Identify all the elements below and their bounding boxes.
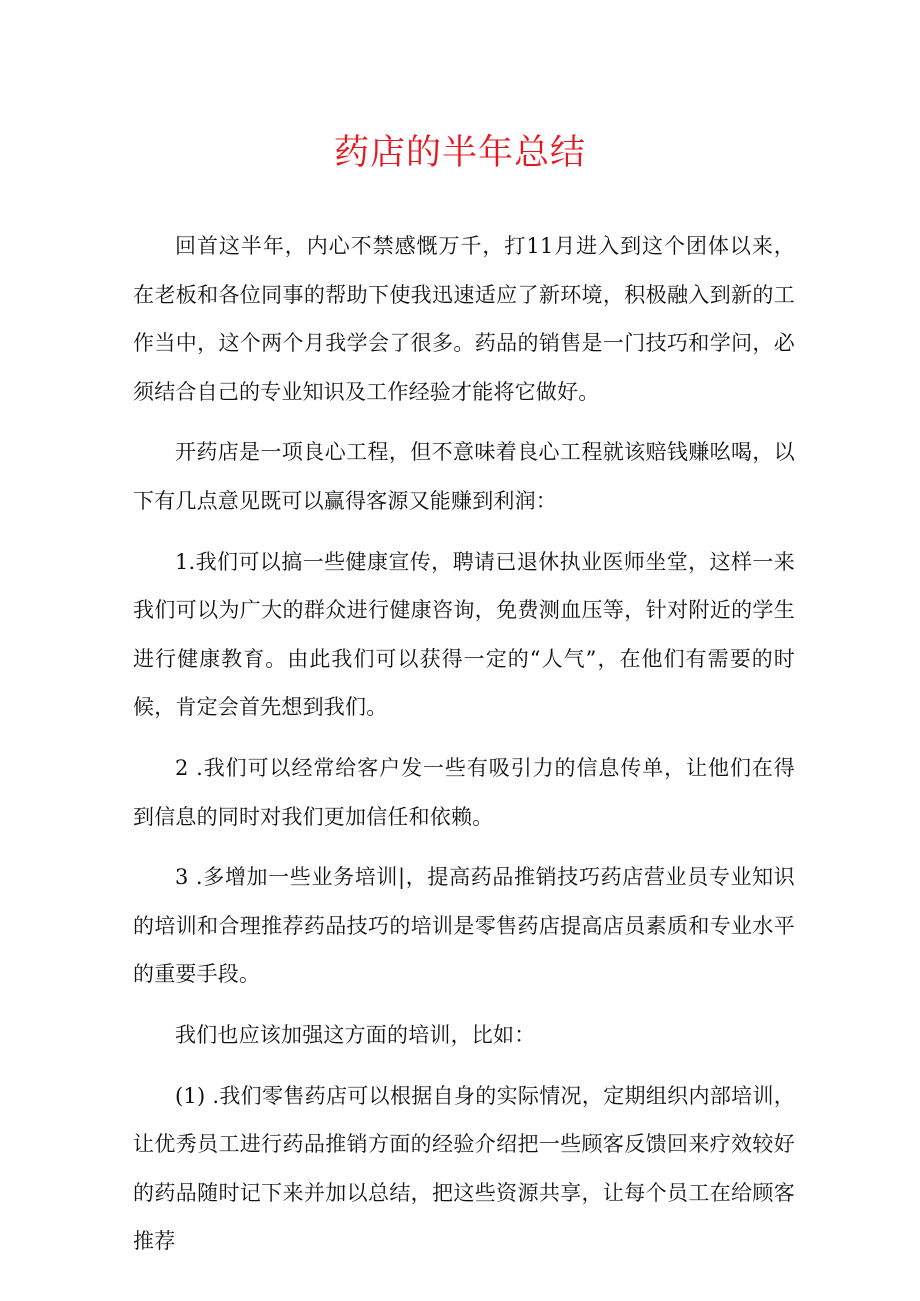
paragraph-pharmacy-conscience: 开药店是一项良心工程，但不意味着良心工程就该赔钱赚吆喝，以下有几点意见既可以赢得客源又能赚到利润： (133, 440, 795, 513)
document-title: 药店的半年总结 (333, 133, 586, 173)
paragraph-point-2: 2 .我们可以经常给客户发一些有吸引力的信息传单，让他们在得到信息的同时对我们更加信任和依赖。 (133, 755, 795, 829)
paragraph-intro: 回首这半年，内心不禁感慨万千，打11月进入到这个团体以来，在老板和各位同事的帮助下使我迅速适应了新环境，积极融入到新的工作当中，这个两个月我学会了很多。药品的销售是一门技巧和学问，必须结合自己的专业知识及工作经验才能将它做好。 (133, 234, 795, 404)
paragraph-training-intro: 我们也应该加强这方面的培训，比如： (175, 1022, 536, 1047)
document-body (133, 222, 795, 1278)
paragraph-point-1: 1.我们可以搞一些健康宣传，聘请已退休执业医师坐堂，这样一来我们可以为广大的群众进行健康咨询，免费测血压等，针对附近的学生进行健康教育。由此我们可以获得一定的“人气”，在他们有需要的时候，肯定会首先想到我们。 (133, 549, 795, 720)
paragraph-subpoint-1: (1) .我们零售药店可以根据自身的实际情况，定期组织内部培训，让优秀员工进行药品推销方面的经验介绍把一些顾客反馈回来疗效较好的药品随时记下来并加以总结，把这些资源共享，让每个员工在给顾客推荐 (133, 1083, 795, 1254)
paragraph-point-3: 3 .多增加一些业务培训|，提高药品推销技巧药店营业员专业知识的培训和合理推荐药品技巧的培训是零售药店提高店员素质和专业水平的重要手段。 (133, 865, 795, 987)
